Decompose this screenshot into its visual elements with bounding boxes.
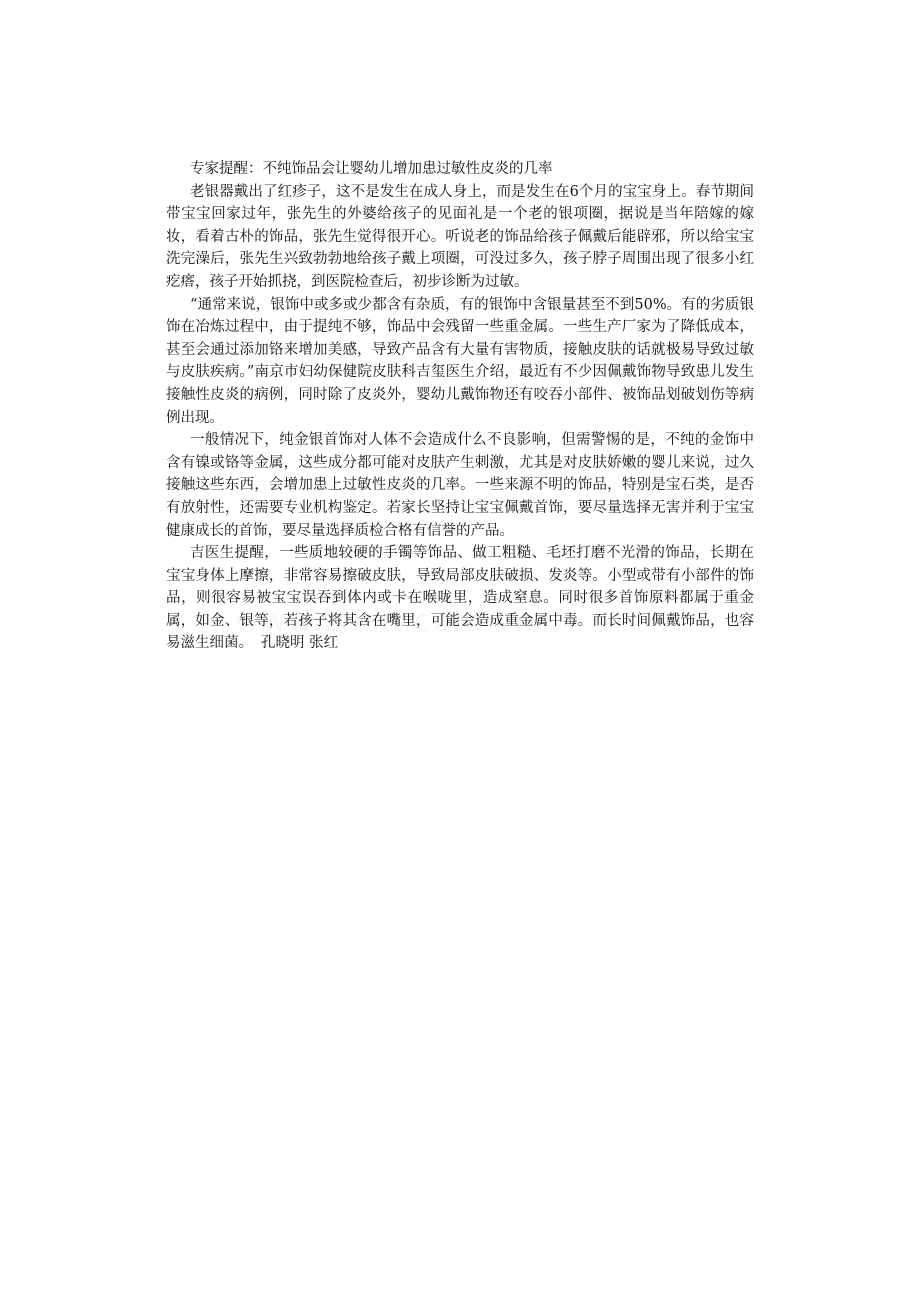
article-body: [166, 158, 754, 655]
paragraph-4-text: 吉医生提醒，一些质地较硬的手镯等饰品、做工粗糙、毛坯打磨不光滑的饰品，长期在宝宝身体上摩擦，非常容易擦破皮肤，导致局部皮肤破损、发炎等。小型或带有小部件的饰品，则很容易被宝宝误吞到体内或卡在喉咙里，造成窒息。同时很多首饰原料都属于重金属，如金、银等，若孩子将其含在嘴里，可能会造成重金属中毒。而长时间佩戴饰品，也容易滋生细菌。: [166, 545, 754, 652]
article-authors: 孔晓明 张红: [261, 635, 339, 652]
paragraph-1: 老银器戴出了红疹子，这不是发生在成人身上，而是发生在6个月的宝宝身上。春节期间带宝宝回家过年，张先生的外婆给孩子的见面礼是一个老的银项圈，据说是当年陪嫁的嫁妆，看着古朴的饰品，张先生觉得很开心。听说老的饰品给孩子佩戴后能辟邪，所以给宝宝洗完澡后，张先生兴致勃勃地给孩子戴上项圈，可没过多久，孩子脖子周围出现了很多小红疙瘩，孩子开始抓挠，到医院检查后，初步诊断为过敏。: [166, 183, 754, 290]
paragraph-4: [166, 542, 754, 655]
paragraph-2: “通常来说，银饰中或多或少都含有杂质，有的银饰中含银量甚至不到50%。有的劣质银饰在冶炼过程中，由于提纯不够，饰品中会残留一些重金属。一些生产厂家为了降低成本，甚至会通过添加铬来增加美感，导致产品含有大量有害物质，接触皮肤的话就极易导致过敏与皮肤疾病。”南京市妇幼保健院皮肤科吉玺医生介绍，最近有不少因佩戴饰物导致患儿发生接触性皮炎的病例，同时除了皮炎外，婴幼儿戴饰物还有咬吞小部件、被饰品划破划伤等病例出现。: [166, 296, 754, 426]
article-title: 专家提醒：不纯饰品会让婴幼儿增加患过敏性皮炎的几率: [190, 161, 553, 177]
paragraph-3: 一般情况下，纯金银首饰对人体不会造成什么不良影响，但需警惕的是，不纯的金饰中含有镍或铬等金属，这些成分都可能对皮肤产生刺激，尤其是对皮肤娇嫩的婴儿来说，过久接触这些东西，会增加患上过敏性皮炎的几率。一些来源不明的饰品，特别是宝石类，是否有放射性，还需要专业机构鉴定。若家长坚持让宝宝佩戴首饰，要尽量选择无害并利于宝宝健康成长的首饰，要尽量选择质检合格有信誉的产品。: [166, 432, 754, 539]
